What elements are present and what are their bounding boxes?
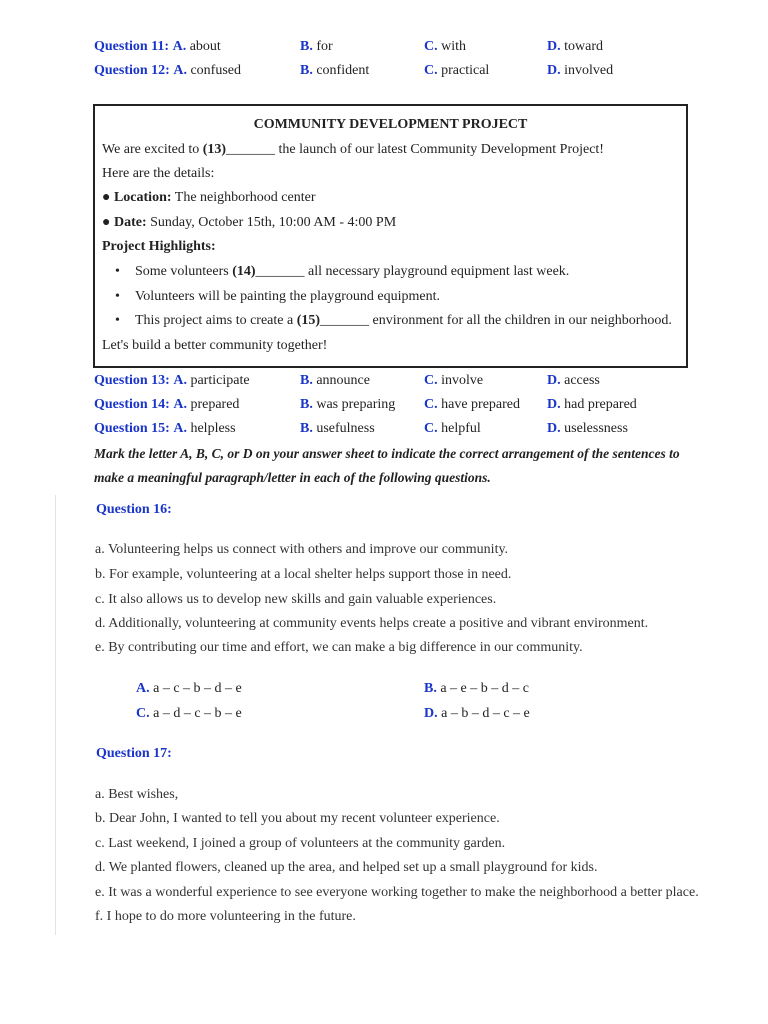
option-a: confused: [190, 63, 242, 78]
bullet-icon: •: [115, 313, 120, 328]
sentence-item: c. It also allows us to develop new skills and gain valuable experiences.: [95, 592, 497, 607]
notice-intro: We are excited to (13)_______ the launch of our latest Community Development Project!: [102, 142, 604, 157]
option-d: had prepared: [564, 397, 637, 412]
option-a: about: [189, 39, 221, 54]
option-letter: C.: [424, 39, 438, 54]
sentence-item: e. It was a wonderful experience to see everyone working together to make the neighborhood a better place.: [95, 885, 699, 900]
sentence-item: d. Additionally, volunteering at community events helps create a positive and vibrant environment.: [95, 616, 649, 631]
notice-details: Here are the details:: [102, 166, 215, 181]
question-15-row: [0, 418, 768, 440]
option-letter: B.: [300, 39, 313, 54]
option-letter: D.: [547, 397, 561, 412]
option-letter: B.: [300, 63, 313, 78]
option-a: prepared: [190, 397, 240, 412]
instruction-line-1: Mark the letter A, B, C, or D on your answer sheet to indicate the correct arrangement of the sentences to: [94, 446, 680, 461]
option-letter: A.: [173, 373, 187, 388]
blank-15: (15): [296, 313, 321, 328]
option-c: helpful: [441, 421, 481, 436]
bullet-icon: ●: [102, 215, 111, 230]
option-c: involve: [441, 373, 484, 388]
notice-closing: Let's build a better community together!: [102, 338, 328, 353]
sentence-item: b. Dear John, I wanted to tell you about my recent volunteer experience.: [95, 811, 500, 826]
option-letter: A.: [173, 63, 187, 78]
bullet-icon: •: [115, 289, 120, 304]
option-c: practical: [441, 63, 490, 78]
option-letter: A.: [173, 397, 187, 412]
option-d: involved: [564, 63, 614, 78]
option-d: uselessness: [564, 421, 628, 436]
q16-option-a: A. a – c – b – d – e: [136, 681, 242, 696]
instruction-line-2: make a meaningful paragraph/letter in each of the following questions.: [94, 470, 491, 485]
sentence-item: e. By contributing our time and effort, we can make a big difference in our community.: [95, 640, 583, 655]
option-letter: B.: [300, 373, 313, 388]
q16-option-b: B. a – e – b – d – c: [424, 681, 529, 696]
sentence-item: a. Best wishes,: [95, 787, 179, 802]
option-a: participate: [190, 373, 250, 388]
question-13-row: [0, 370, 768, 392]
option-letter: B.: [300, 397, 313, 412]
option-c: with: [441, 39, 467, 54]
option-d: toward: [564, 39, 604, 54]
notice-title: COMMUNITY DEVELOPMENT PROJECT: [253, 117, 528, 132]
q16-option-c: C. a – d – c – b – e: [136, 706, 242, 721]
highlight-item: • Volunteers will be painting the playground equipment.: [135, 287, 440, 307]
highlight-item: • This project aims to create a (15)_______ environment for all the children in our neighborhood.: [135, 311, 672, 331]
option-letter: B.: [300, 421, 313, 436]
option-b: was preparing: [316, 397, 396, 412]
sentence-item: b. For example, volunteering at a local shelter helps support those in need.: [95, 567, 512, 582]
option-letter: D.: [547, 39, 561, 54]
sentence-item: a. Volunteering helps us connect with others and improve our community.: [95, 542, 509, 557]
question-17-heading: Question 17:: [96, 746, 172, 761]
notice-location: ● Location: The neighborhood center: [102, 190, 316, 205]
option-b: for: [316, 39, 333, 54]
option-letter: D.: [547, 63, 561, 78]
blank-13: (13): [202, 142, 227, 157]
bullet-icon: ●: [102, 190, 111, 205]
bullet-icon: •: [115, 264, 120, 279]
margin-divider: [55, 495, 56, 935]
question-label: Question 13:: [94, 373, 170, 388]
question-11-row: [0, 36, 768, 58]
option-b: confident: [316, 63, 370, 78]
option-letter: C.: [424, 397, 438, 412]
option-letter: C.: [424, 421, 438, 436]
option-a: helpless: [190, 421, 236, 436]
option-letter: A.: [172, 39, 187, 54]
option-letter: D.: [547, 421, 561, 436]
notice-highlights-heading: Project Highlights:: [102, 239, 216, 254]
option-letter: C.: [424, 373, 438, 388]
option-letter: A.: [173, 421, 187, 436]
question-label: Question 14:: [94, 397, 170, 412]
blank-14: (14): [232, 264, 256, 279]
community-project-notice: [93, 104, 688, 368]
option-letter: D.: [547, 373, 561, 388]
option-b: announce: [316, 373, 370, 388]
option-d: access: [564, 373, 600, 388]
question-12-row: [0, 60, 768, 82]
option-letter: C.: [424, 63, 438, 78]
option-b: usefulness: [316, 421, 375, 436]
sentence-item: c. Last weekend, I joined a group of volunteers at the community garden.: [95, 836, 506, 851]
question-label: Question 11:: [94, 39, 170, 54]
q16-option-d: D. a – b – d – c – e: [424, 706, 530, 721]
option-c: have prepared: [441, 397, 521, 412]
notice-date: ● Date: Sunday, October 15th, 10:00 AM - 4:00 PM: [102, 215, 397, 230]
question-14-row: [0, 394, 768, 416]
question-16-heading: Question 16:: [96, 502, 172, 517]
question-label: Question 15:: [94, 421, 170, 436]
sentence-item: f. I hope to do more volunteering in the future.: [95, 909, 356, 924]
sentence-item: d. We planted flowers, cleaned up the area, and helped set up a small playground for kids.: [95, 860, 598, 875]
question-label: Question 12:: [94, 63, 170, 78]
highlight-item: • Some volunteers (14)_______ all necessary playground equipment last week.: [135, 262, 569, 282]
